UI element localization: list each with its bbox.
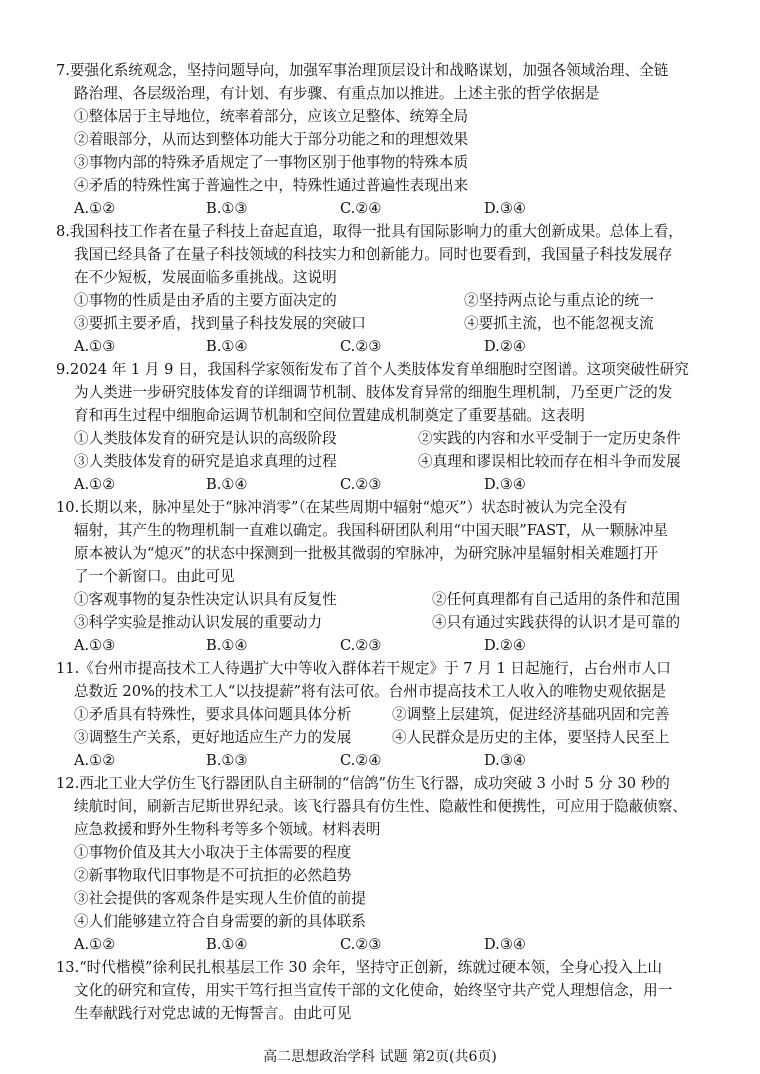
option: ②坚持两点论与重点论的统一 [464,292,654,309]
option-row [56,588,706,611]
option: ①事物价值及其大小取决于主体需要的程度 [74,844,352,861]
answer-choice-c[interactable]: C.②③ [340,936,382,953]
answer-choices [56,933,706,956]
answer-choice-a[interactable]: A.①③ [74,637,116,654]
question-8 [56,220,706,358]
answer-choice-b[interactable]: B.①③ [206,752,248,769]
option-row [56,703,706,726]
option-row [56,450,706,473]
question-stem-line: 7.要强化系统观念，坚持问题导向，加强军事治理顶层设计和战略谋划，加强各领域治理、全链 [56,62,669,79]
answer-choice-b[interactable]: B.①④ [206,637,248,654]
option-row [56,312,706,335]
option: ③事物内部的特殊矛盾规定了一事物区别于他事物的特殊本质 [74,154,469,171]
question-stem-line: 生奉献践行对党忠诚的无悔誓言。由此可见 [74,1005,352,1022]
option: ④只有通过实践获得的认识才是可靠的 [432,614,681,631]
question-stem-line: 13.“时代楷模”徐利民扎根基层工作 30 余年，坚持守正创新，练就过硬本领，全身心投入上山 [56,959,662,976]
answer-choice-a[interactable]: A.①③ [74,338,116,355]
answer-choice-d[interactable]: D.②④ [484,637,526,654]
question-stem-line: 10.长期以来，脉冲星处于“脉冲消零”（在某些周期中辐射“熄灭”）状态时被认为完全没有 [56,499,628,516]
answer-choice-d[interactable]: D.③④ [484,752,526,769]
question-stem-line: 了一个新窗口。由此可见 [74,568,235,585]
option-row [56,427,706,450]
answer-choice-b[interactable]: B.①④ [206,338,248,355]
answer-choices [56,634,706,657]
answer-choice-a[interactable]: A.①② [74,476,116,493]
answer-choice-b[interactable]: B.①④ [206,476,248,493]
option: ②新事物取代旧事物是不可抗拒的必然趋势 [74,867,352,884]
question-stem-line: 在不少短板，发展面临多重挑战。这说明 [74,269,337,286]
option: ①事物的性质是由矛盾的主要方面决定的 [74,292,337,309]
option: ④矛盾的特殊性寓于普遍性之中，特殊性通过普遍性表现出来 [74,177,469,194]
option: ②实践的内容和水平受制于一定历史条件 [418,430,681,447]
option: ③调整生产关系，更好地适应生产力的发展 [74,729,352,746]
option: ①整体居于主导地位，统率着部分，应该立足整体、统筹全局 [74,108,469,125]
answer-choices [56,473,706,496]
question-11 [56,657,706,772]
question-stem-line: 路治理、各层级治理，有计划、有步骤、有重点加以推进。上述主张的哲学依据是 [74,85,600,102]
question-stem-line: 9.2024 年 1 月 9 日，我国科学家领衔发布了首个人类肢体发育单细胞时空图谱。这项突破性研究 [56,361,689,378]
option: ③科学实验是推动认识发展的重要动力 [74,614,323,631]
option: ③社会提供的客观条件是实现人生价值的前提 [74,890,366,907]
option: ④真理和谬误相比较而存在相斗争而发展 [418,453,681,470]
question-10 [56,496,706,657]
answer-choice-c[interactable]: C.②③ [340,476,382,493]
page-footer: 高二思想政治学科 试题 第2页(共6页) [263,1049,497,1065]
option: ①人类肢体发育的研究是认识的高级阶段 [74,430,337,447]
answer-choice-d[interactable]: D.③④ [484,476,526,493]
answer-choices [56,197,706,220]
question-13 [56,956,706,1025]
option: ②任何真理都有自己适用的条件和范围 [432,591,681,608]
option: ①客观事物的复杂性决定认识具有反复性 [74,591,337,608]
answer-choice-a[interactable]: A.①② [74,936,116,953]
answer-choice-a[interactable]: A.①② [74,752,116,769]
answer-choice-d[interactable]: D.③④ [484,936,526,953]
question-stem-line: 续航时间，刷新吉尼斯世界纪录。该飞行器具有仿生性、隐蔽性和便携性，可应用于隐蔽侦察、 [74,798,687,815]
answer-choice-c[interactable]: C.②④ [340,752,382,769]
questions-area [56,59,706,1025]
option-row [56,289,706,312]
option: ③要抓主要矛盾，找到量子科技发展的突破口 [74,315,366,332]
question-stem-line: 文化的研究和宣传，用实干笃行担当宣传干部的文化使命，始终坚守共产党人理想信念，用一 [74,982,673,999]
question-stem-line: 育和再生过程中细胞命运调节机制和空间位置建成机制奠定了重要基础。这表明 [74,407,585,424]
answer-choices [56,749,706,772]
answer-choice-b[interactable]: B.①④ [206,936,248,953]
option: ④人民群众是历史的主体，要坚持人民至上 [392,729,670,746]
question-stem-line: 应急救援和野外生物科考等多个领域。材料表明 [74,821,381,838]
question-stem-line: 11.《台州市提高技术工人待遇扩大中等收入群体若干规定》于 7 月 1 日起施行，占台州市人口 [56,660,671,677]
question-stem-line: 8.我国科技工作者在量子科技上奋起直追，取得一批具有国际影响力的重大创新成果。总体上看， [56,223,683,240]
answer-choice-d[interactable]: D.②④ [484,338,526,355]
question-stem-line: 总数近 20%的技术工人“以技提薪”将有法可依。台州市提高技术工人收入的唯物史观依据是 [74,683,666,700]
question-stem-line: 我国已经具备了在量子科技领域的科技实力和创新能力。同时也要看到，我国量子科技发展存 [74,246,673,263]
option-row [56,611,706,634]
answer-choices [56,335,706,358]
question-12 [56,772,706,956]
question-stem-line: 原本被认为“熄灭”的状态中探测到一批极其微弱的窄脉冲，为研究脉冲星辐射相关难题打开 [74,545,659,562]
question-stem-line: 12.西北工业大学仿生飞行器团队自主研制的“信鸽”仿生飞行器，成功突破 3 小时 5 分 30 秒的 [56,775,670,792]
question-7 [56,59,706,220]
option: ④要抓主流，也不能忽视支流 [464,315,654,332]
answer-choice-c[interactable]: C.②③ [340,637,382,654]
option: ②调整上层建筑，促进经济基础巩固和完善 [392,706,670,723]
option-row [56,726,706,749]
answer-choice-a[interactable]: A.①② [74,200,116,217]
option: ③人类肢体发育的研究是追求真理的过程 [74,453,337,470]
option: ④人们能够建立符合自身需要的新的具体联系 [74,913,366,930]
answer-choice-c[interactable]: C.②③ [340,338,382,355]
question-stem-line: 辐射，其产生的物理机制一直难以确定。我国科研团队利用“中国天眼”FAST，从一颗脉冲星 [74,522,669,539]
answer-choice-d[interactable]: D.③④ [484,200,526,217]
answer-choice-c[interactable]: C.②④ [340,200,382,217]
answer-choice-b[interactable]: B.①③ [206,200,248,217]
question-9 [56,358,706,496]
option: ①矛盾具有特殊性，要求具体问题具体分析 [74,706,352,723]
question-stem-line: 为人类进一步研究肢体发育的详细调节机制、肢体发育异常的细胞生理机制，乃至更广泛的发 [74,384,673,401]
option: ②着眼部分，从而达到整体功能大于部分功能之和的理想效果 [74,131,469,148]
